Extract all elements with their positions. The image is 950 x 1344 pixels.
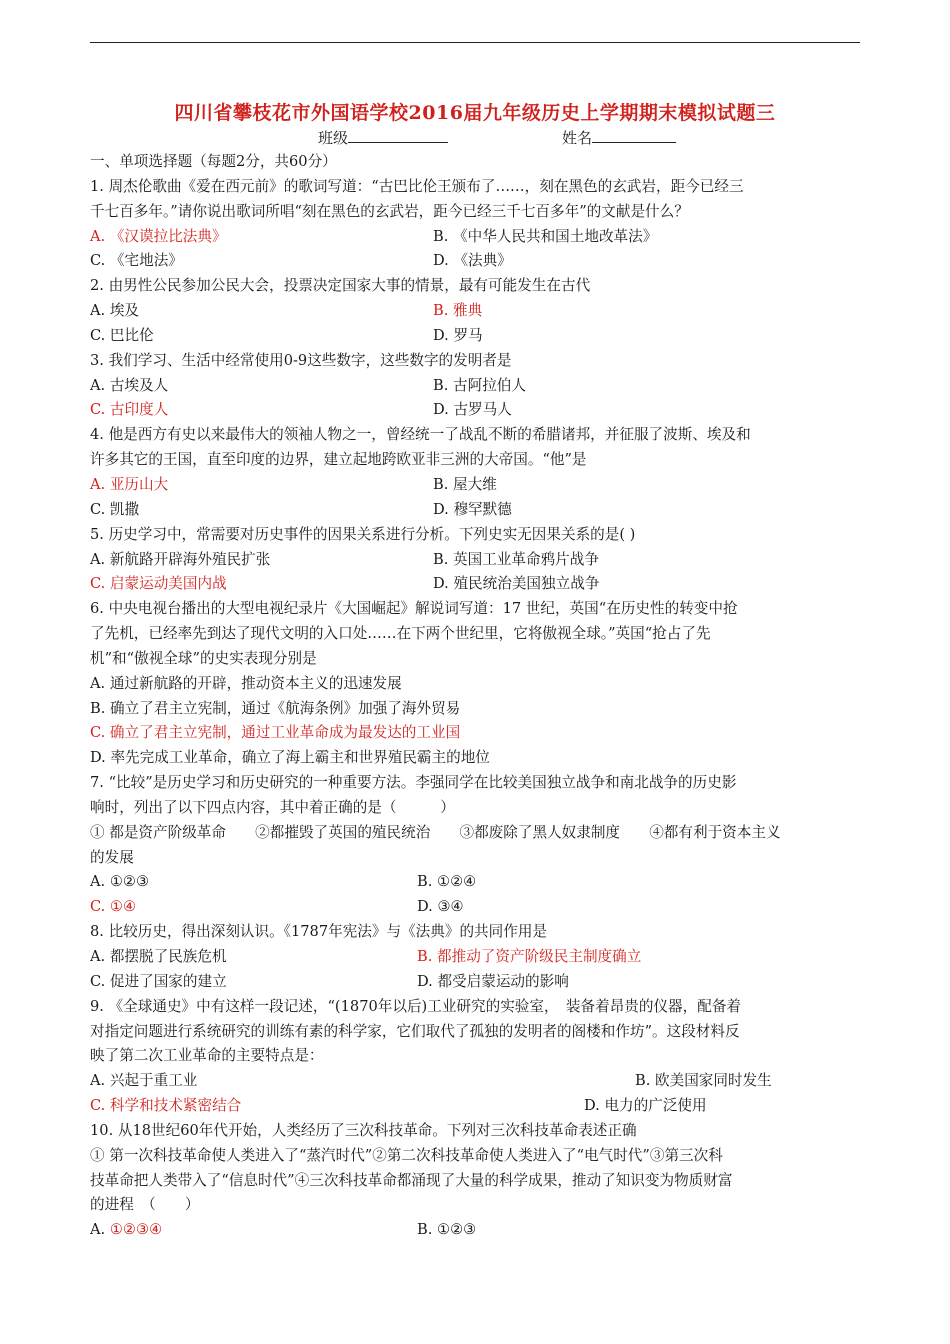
option-b: B. ①②④ <box>417 873 477 891</box>
option-a: A. ①②③ <box>90 873 150 891</box>
question-stem: 的发展 <box>90 848 134 866</box>
option-c: C. 《宅地法》 <box>90 252 183 270</box>
option-b: B. 《中华人民共和国土地改革法》 <box>433 227 658 245</box>
question-stem: 9. 《全球通史》中有这样一段记述，“(1870年以后)工业研究的实验室， 装备着昂贵的仪器，配备着 <box>90 997 742 1015</box>
option-b: B. 屋大维 <box>433 475 497 493</box>
option-row <box>90 970 860 995</box>
class-field <box>318 127 448 148</box>
option-row <box>90 249 860 274</box>
question-stem: 6. 中央电视台播出的大型电视纪录片《大国崛起》解说词写道：17 世纪，英国“在历史性的转变中抢 <box>90 600 738 618</box>
option-a: A. 古埃及人 <box>90 376 169 394</box>
question-stem: 响时，列出了以下四点内容，其中着正确的是（ ） <box>90 798 455 816</box>
option-row <box>90 299 860 324</box>
option-row <box>90 1094 860 1119</box>
option-b: B. 欧美国家同时发生 <box>635 1072 772 1090</box>
question-stem: ① 第一次科技革命使人类进入了“蒸汽时代”②第二次科技革命使人类进入了“电气时代”③第三次科 <box>90 1146 723 1164</box>
option-row <box>90 945 860 970</box>
question-stem: 了先机，已经率先到达了现代文明的入口处……在下两个世纪里，它将傲视全球。”英国“抢占了先 <box>90 625 711 643</box>
option-c: C. 促进了国家的建立 <box>90 972 227 990</box>
option-row <box>90 324 860 349</box>
option-row <box>90 473 860 498</box>
question-stem: 的进程 （ ） <box>90 1196 200 1214</box>
option-b: B. ①②③ <box>417 1221 477 1239</box>
question-stem: 4. 他是西方有史以来最伟大的领袖人物之一，曾经统一了战乱不断的希腊诸邦，并征服了波斯、埃及和 <box>90 426 751 444</box>
option-a: A. 都摆脱了民族危机 <box>90 948 227 965</box>
option-c-answer: C. 启蒙运动美国内战 <box>90 575 227 593</box>
option-a <box>90 1218 417 1243</box>
question-stem: ① 都是资产阶级革命 ②都摧毁了英国的殖民统治 ③都废除了黑人奴隶制度 ④都有利于资本主义 <box>90 823 781 841</box>
option-row <box>90 548 860 573</box>
name-label: 姓名 <box>562 129 593 147</box>
option-row <box>90 572 860 597</box>
name-field <box>562 127 676 148</box>
exam-title: 四川省攀枝花市外国语学校2016届九年级历史上学期期末模拟试题三 <box>174 102 776 124</box>
section-heading: 一、单项选择题（每题2分，共60分） <box>90 153 337 170</box>
option-a: A. 兴起于重工业 <box>90 1072 198 1090</box>
option-c: C. 巴比伦 <box>90 326 154 344</box>
option-a: A. 新航路开辟海外殖民扩张 <box>90 550 271 568</box>
option-a: A. 埃及 <box>90 302 140 320</box>
option-b-answer: B. 雅典 <box>433 302 483 320</box>
question-stem: 10. 从18世纪60年代开始，人类经历了三次科技革命。下列对三次科技革命表述正确 <box>90 1121 637 1139</box>
option-b-answer: B. 都推动了资产阶级民主制度确立 <box>417 948 642 965</box>
option-row <box>90 374 860 399</box>
option-row <box>90 225 860 250</box>
option-b: B. 英国工业革命鸦片战争 <box>433 550 599 568</box>
option-row <box>90 1218 860 1243</box>
option-d: D. 古罗马人 <box>433 401 512 419</box>
question-stem: 5. 历史学习中，常需要对历史事件的因果关系进行分析。下列史实无因果关系的是( ) <box>90 525 636 543</box>
question-stem: 千七百多年。”请你说出歌词所唱“刻在黑色的玄武岩，距今已经三千七百多年”的文献是什么？ <box>90 202 689 220</box>
option-c-answer: C. ①④ <box>90 898 137 916</box>
option-d: D. 穆罕默德 <box>433 500 512 518</box>
question-stem: 对指定问题进行系统研究的训练有素的科学家，它们取代了孤独的发明者的阁楼和作坊”。这段材料反 <box>90 1022 740 1040</box>
option-row <box>90 895 860 920</box>
question-stem: 映了第二次工业革命的主要特点是： <box>90 1047 324 1065</box>
question-stem: 8. 比较历史，得出深刻认识。《1787年宪法》与《法典》的共同作用是 <box>90 923 548 941</box>
option-b: B. 确立了君主立宪制，通过《航海条例》加强了海外贸易 <box>90 699 461 717</box>
option-a-answer: ①②③④ <box>109 1221 163 1239</box>
option-c-answer: C. 确立了君主立宪制，通过工业革命成为最发达的工业国 <box>90 724 461 742</box>
question-stem: 3. 我们学习、生活中经常使用0-9这些数字，这些数字的发明者是 <box>90 351 512 369</box>
class-label: 班级 <box>318 129 349 147</box>
question-stem: 许多其它的王国，直至印度的边界，建立起地跨欧亚非三洲的大帝国。“他”是 <box>90 451 587 469</box>
option-a: A. 通过新航路的开辟，推动资本主义的迅速发展 <box>90 674 402 692</box>
option-a-answer: A. 《汉谟拉比法典》 <box>90 227 227 245</box>
option-c: C. 凯撒 <box>90 500 140 518</box>
option-d: D. 电力的广泛使用 <box>584 1097 707 1115</box>
name-blank <box>592 128 676 143</box>
option-a-answer: A. 亚历山大 <box>90 475 169 493</box>
option-row <box>90 398 860 423</box>
option-d: D. ③④ <box>417 898 464 916</box>
header-rule <box>90 42 860 43</box>
option-d: D. 罗马 <box>433 326 483 344</box>
option-row <box>90 870 860 895</box>
class-blank <box>348 128 448 143</box>
option-d: D. 殖民统治美国独立战争 <box>433 575 600 593</box>
option-c-answer: C. 古印度人 <box>90 401 169 419</box>
option-row <box>90 1069 860 1094</box>
question-stem: 2. 由男性公民参加公民大会，投票决定国家大事的情景，最有可能发生在古代 <box>90 277 591 295</box>
question-stem: 7. “比较”是历史学习和历史研究的一种重要方法。李强同学在比较美国独立战争和南北战争的历史影 <box>90 774 737 792</box>
question-stem: 1. 周杰伦歌曲《爱在西元前》的歌词写道：“古巴比伦王颁布了……，刻在黑色的玄武岩，距今已经三 <box>90 177 744 195</box>
option-d: D. 率先完成工业革命，确立了海上霸主和世界殖民霸主的地位 <box>90 749 490 767</box>
option-d: D. 都受启蒙运动的影响 <box>417 972 569 990</box>
option-d: D. 《法典》 <box>433 252 512 270</box>
option-row <box>90 498 860 523</box>
question-stem: 机”和“傲视全球”的史实表现分别是 <box>90 649 317 667</box>
question-stem: 技革命把人类带入了“信息时代”④三次科技革命都涌现了大量的科学成果，推动了知识变为物质财富 <box>90 1171 733 1189</box>
question-list <box>90 150 860 1243</box>
option-b: B. 古阿拉伯人 <box>433 376 526 394</box>
option-a-prefix: A. <box>90 1221 110 1239</box>
option-c-answer: C. 科学和技术紧密结合 <box>90 1097 242 1115</box>
